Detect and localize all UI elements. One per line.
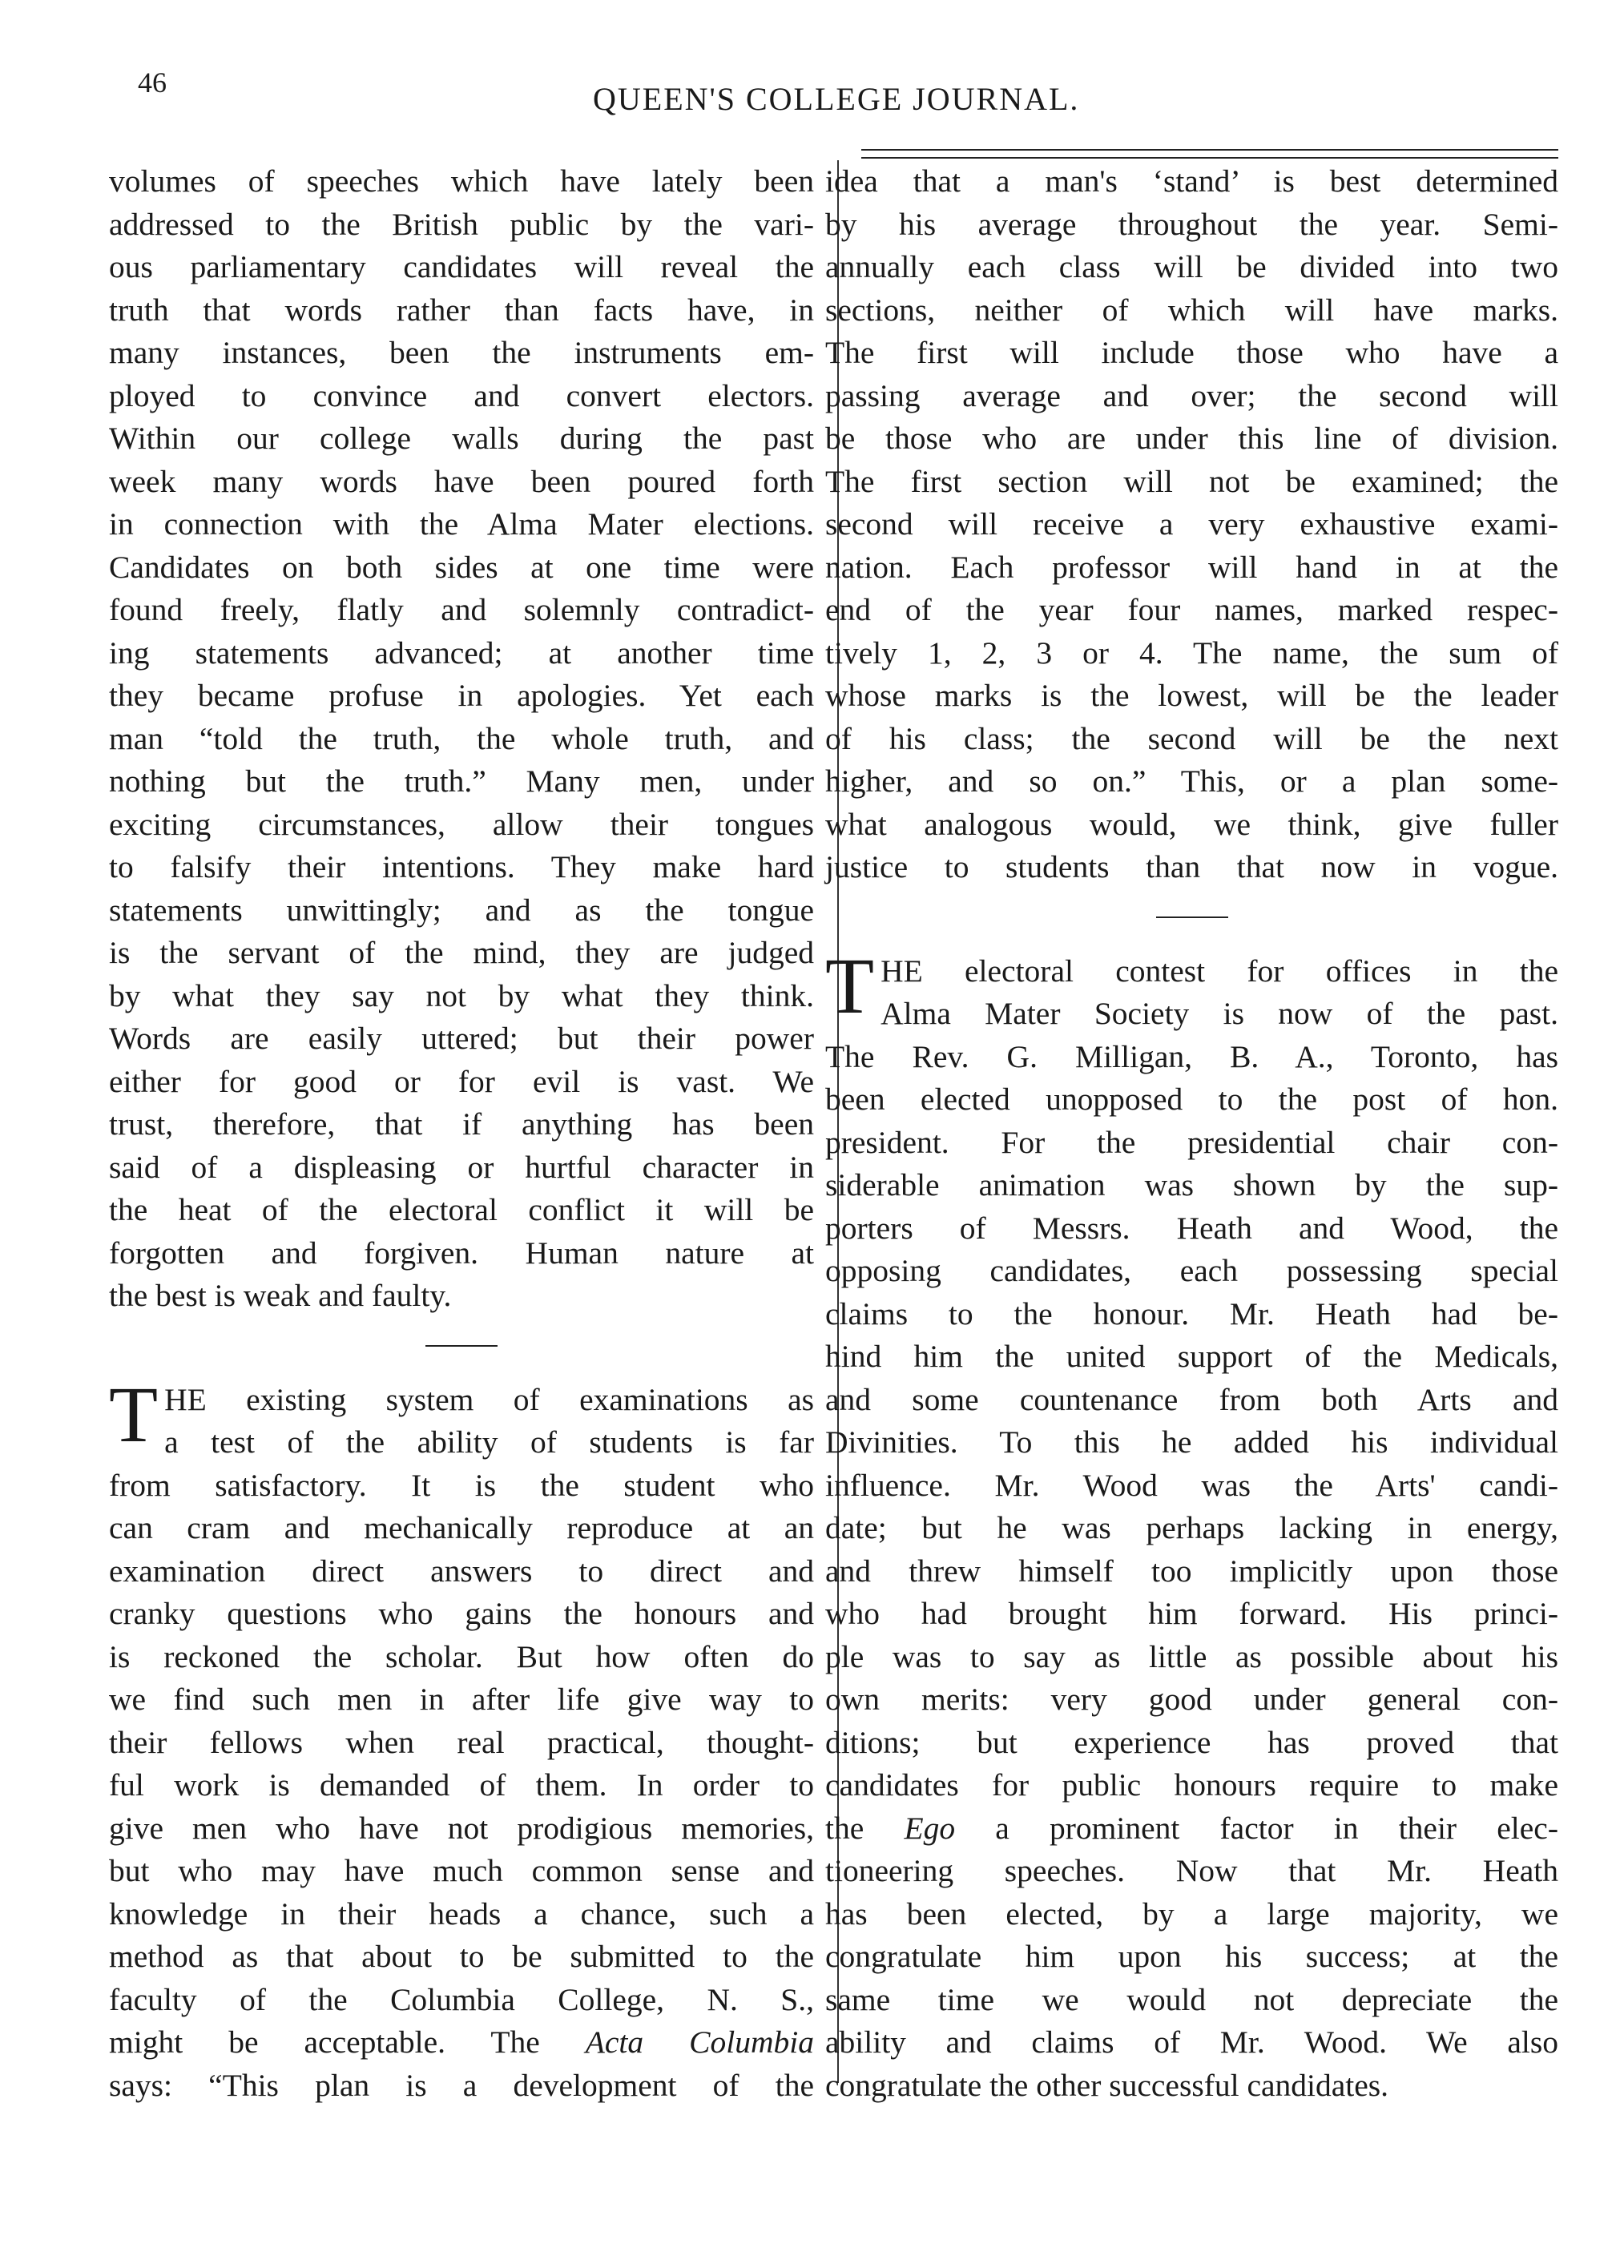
text-line-acta <box>109 2021 814 2065</box>
text-line: by his average throughout the year. Semi- <box>825 206 1558 242</box>
text-line: cranky questions who gains the honours and <box>109 1596 814 1631</box>
text-line: hind him the united support of the Medicals, <box>825 1339 1558 1374</box>
drop-cap: T <box>825 941 875 1030</box>
text-line: a test of the ability of students is far <box>164 1424 814 1460</box>
section-separator <box>1156 916 1228 918</box>
text-line: ful work is demanded of them. In order to <box>109 1767 814 1803</box>
text-line: idea that a man's ‘stand’ is best determined <box>825 163 1558 199</box>
text-line: and threw himself too implicitly upon those <box>825 1553 1558 1589</box>
text-line: knowledge in their heads a chance, such a <box>109 1895 814 1932</box>
text-line: Words are easily uttered; but their power <box>109 1021 814 1056</box>
text-line: justice to students than that now in vogue. <box>825 849 1558 884</box>
text-line: statements unwittingly; and as the tongue <box>109 892 814 928</box>
text-line: influence. Mr. Wood was the Arts' candi- <box>825 1467 1558 1503</box>
text-line: says: “This plan is a development of the <box>109 2067 814 2103</box>
left-column <box>109 160 814 2107</box>
text-line: Alma Mater Society is now of the past. <box>881 996 1558 1031</box>
text-line-ego <box>825 1807 1558 1851</box>
text-line: tively 1, 2, 3 or 4. The name, the sum of <box>825 634 1558 671</box>
text-line: ability and claims of Mr. Wood. We also <box>825 2024 1558 2060</box>
right-column <box>825 160 1558 2107</box>
text-line: siderable animation was shown by the sup- <box>825 1167 1558 1202</box>
text-line: who had brought him forward. His princi- <box>825 1596 1558 1631</box>
text-line: ployed to convince and convert electors. <box>109 377 814 413</box>
text-line: volumes of speeches which have lately been <box>109 163 814 199</box>
text-line: ple was to say as little as possible about his <box>825 1638 1558 1674</box>
text-line: sections, neither of which will have marks. <box>825 292 1558 328</box>
text-line: date; but he was perhaps lacking in energy, <box>825 1510 1558 1545</box>
text-line: trust, therefore, that if anything has been <box>109 1106 814 1142</box>
text-line: HE electoral contest for offices in the <box>881 953 1558 989</box>
text-line: porters of Messrs. Heath and Wood, the <box>825 1210 1558 1246</box>
text-line: ing statements advanced; at another time <box>109 634 814 671</box>
text-line: forgotten and forgiven. Human nature at <box>109 1235 814 1271</box>
text-line: second will receive a very exhaustive exami- <box>825 506 1558 542</box>
text-line: own merits: very good under general con- <box>825 1682 1558 1717</box>
text-line: be those who are under this line of division. <box>825 421 1558 456</box>
text-line: same time we would not depreciate the <box>825 1981 1558 2017</box>
page-number: 46 <box>138 66 167 99</box>
text-line: nothing but the truth.” Many men, under <box>109 763 814 799</box>
text-line: what analogous would, we think, give fuller <box>825 806 1558 842</box>
text-line: congratulate the other successful candidates. <box>825 2067 1389 2103</box>
text-fragment: the <box>825 1810 905 1846</box>
text-line: but who may have much common sense and <box>109 1853 814 1888</box>
text-line: The Rev. G. Milligan, B. A., Toronto, has <box>825 1038 1558 1074</box>
text-line: can cram and mechanically reproduce at an <box>109 1510 814 1545</box>
text-line: their fellows when real practical, thought- <box>109 1724 814 1760</box>
text-line: give men who have not prodigious memories, <box>109 1810 814 1846</box>
continued-paragraph-left <box>109 160 814 1318</box>
text-line: congratulate him upon his success; at the <box>825 1939 1558 1974</box>
ego-word: Ego <box>904 1810 956 1846</box>
text-line: The first will include those who have a <box>825 335 1558 370</box>
text-line: whose marks is the lowest, will be the leader <box>825 678 1558 713</box>
section-separator <box>425 1345 498 1347</box>
text-line: truth that words rather than facts have, in <box>109 292 814 328</box>
text-line: nation. Each professor will hand in at the <box>825 549 1558 585</box>
text-line: president. For the presidential chair con- <box>825 1124 1558 1160</box>
text-line: ditions; but experience has proved that <box>825 1724 1558 1760</box>
text-fragment: a prominent factor in their elec- <box>955 1810 1558 1846</box>
text-line: higher, and so on.” This, or a plan some- <box>825 763 1558 799</box>
continued-paragraph-right <box>825 160 1558 889</box>
text-line: examination direct answers to direct and <box>109 1553 814 1589</box>
text-line: Divinities. To this he added his individual <box>825 1424 1558 1460</box>
text-line: is the servant of the mind, they are judged <box>109 935 814 970</box>
text-line: week many words have been poured forth <box>109 463 814 499</box>
text-line: been elected unopposed to the post of hon. <box>825 1082 1558 1117</box>
exam-article <box>109 1369 814 2108</box>
text-line: is reckoned the scholar. But how often do <box>109 1638 814 1674</box>
text-line: The first section will not be examined; the <box>825 463 1558 499</box>
text-line: HE existing system of examinations as <box>164 1381 814 1417</box>
text-line: the best is weak and faulty. <box>109 1278 452 1313</box>
text-line: found freely, flatly and solemnly contradict- <box>109 592 814 627</box>
text-line: and some countenance from both Arts and <box>825 1381 1558 1417</box>
text-line: in connection with the Alma Mater elections. <box>109 506 814 542</box>
text-line: we find such men in after life give way to <box>109 1682 814 1717</box>
text-line: they became profuse in apologies. Yet each <box>109 678 814 713</box>
text-line: either for good or for evil is vast. We <box>109 1063 814 1099</box>
text-line: Within our college walls during the past <box>109 421 814 456</box>
drop-cap: T <box>109 1369 159 1459</box>
text-line: to falsify their intentions. They make hard <box>109 849 814 884</box>
text-line: claims to the honour. Mr. Heath had be- <box>825 1295 1558 1331</box>
text-line: has been elected, by a large majority, we <box>825 1895 1558 1932</box>
acta-columbia-title: Acta Columbia <box>585 2024 814 2060</box>
election-article <box>825 941 1558 2108</box>
text-line: by what they say not by what they think. <box>109 977 814 1013</box>
text-line: from satisfactory. It is the student who <box>109 1467 814 1503</box>
text-line: faculty of the Columbia College, N. S., <box>109 1981 814 2017</box>
text-line: end of the year four names, marked respec- <box>825 592 1558 627</box>
text-line: many instances, been the instruments em- <box>109 335 814 370</box>
text-line: opposing candidates, each possessing special <box>825 1253 1558 1288</box>
text-line: method as that about to be submitted to the <box>109 1939 814 1974</box>
text-line: man “told the truth, the whole truth, and <box>109 720 814 756</box>
text-line: exciting circumstances, allow their tongues <box>109 806 814 842</box>
text-line: said of a displeasing or hurtful character in <box>109 1149 814 1185</box>
header-rule-bottom <box>861 157 1558 159</box>
text-line: tioneering speeches. Now that Mr. Heath <box>825 1853 1558 1888</box>
text-fragment: might be acceptable. The <box>109 2024 586 2060</box>
text-line: Candidates on both sides at one time were <box>109 549 814 585</box>
text-line: passing average and over; the second will <box>825 377 1558 413</box>
text-line: annually each class will be divided into two <box>825 249 1558 284</box>
running-title: QUEEN'S COLLEGE JOURNAL. <box>593 81 1080 117</box>
text-line: addressed to the British public by the vari- <box>109 206 814 242</box>
header-rule-top <box>861 149 1558 151</box>
text-line: ous parliamentary candidates will reveal the <box>109 249 814 284</box>
text-line: of his class; the second will be the next <box>825 720 1558 756</box>
text-line: the heat of the electoral conflict it will be <box>109 1192 814 1227</box>
text-line: candidates for public honours require to make <box>825 1767 1558 1803</box>
